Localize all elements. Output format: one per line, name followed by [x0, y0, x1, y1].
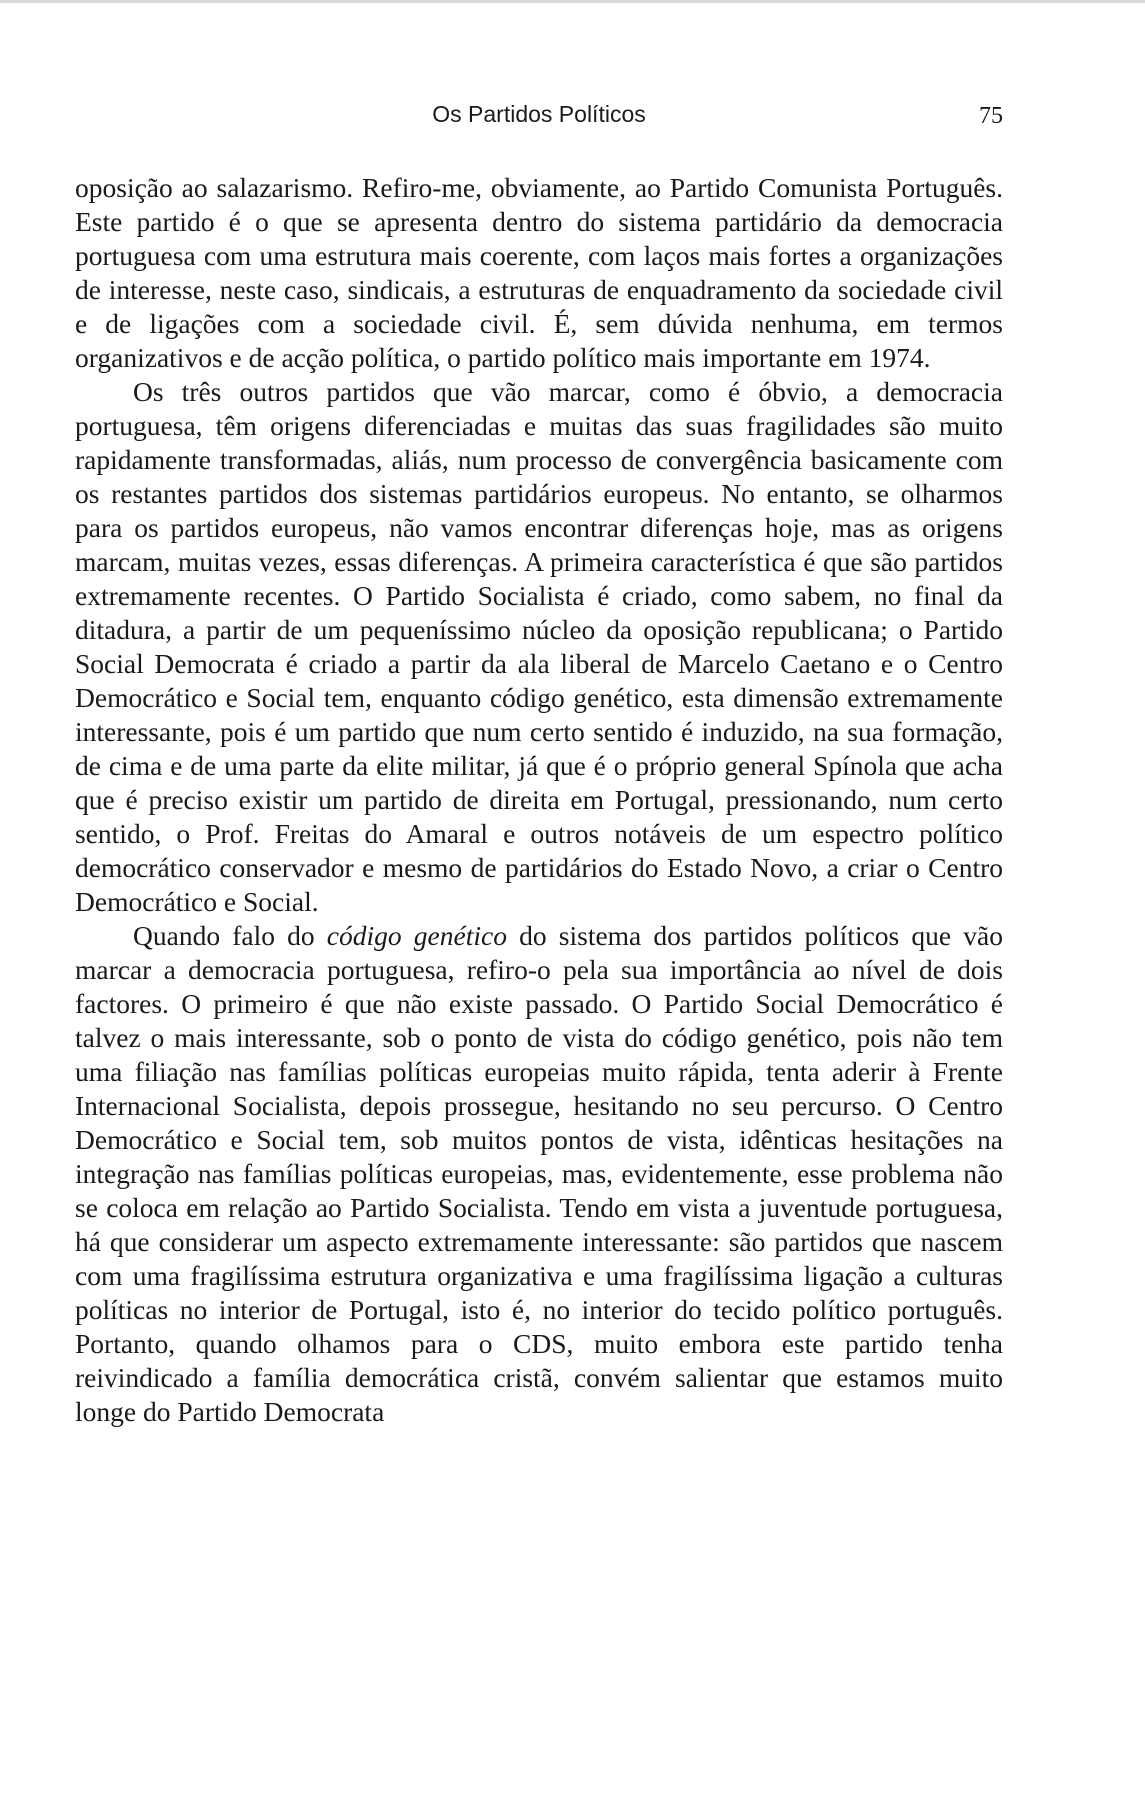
paragraph-3 — [75, 919, 1003, 1429]
page-top-edge — [0, 0, 1145, 3]
paragraph-3-lead: Quando falo do — [133, 920, 327, 951]
paragraph-2: Os três outros partidos que vão marcar, como é óbvio, a democracia portuguesa, têm origens diferenciadas e muitas das suas fragilidades são muito rapidamente transformadas, aliás, num processo de convergência basicamente com os restantes partidos dos sistemas partidários europeus. No entanto, se olharmos para os partidos europeus, não vamos encontrar diferenças hoje, mas as origens marcam, muitas vezes, essas diferenças. A primeira característica é que são partidos extremamente recentes. O Partido Socialista é criado, como sabem, no final da ditadura, a partir de um pequeníssimo núcleo da oposição republicana; o Partido Social Democrata é criado a partir da ala liberal de Marcelo Caetano e o Centro Democrático e Social tem, enquanto código genético, esta dimensão extremamente interessante, pois é um partido que num certo sentido é induzido, na sua formação, de cima e de uma parte da elite militar, já que é o próprio general Spínola que acha que é preciso existir um partido de direita em Portugal, pressionando, num certo sentido, o Prof. Freitas do Amaral e outros notáveis de um espectro político democrático conservador e mesmo de partidários do Estado Novo, a criar o Centro Democrático e Social. — [75, 376, 1003, 917]
paragraph-3-rest: do sistema dos partidos políticos que vão marcar a democracia portuguesa, refiro-o pela sua importância ao nível de dois factores. O primeiro é que não existe passado. O Partido Social Democrático é talvez o mais interessante, sob o ponto de vista do código genético, pois não tem uma filiação nas famílias políticas europeias muito rápida, tenta aderir à Frente Internacional Socialista, depois prossegue, hesitando no seu percurso. O Centro Democrático e Social tem, sob muitos pontos de vista, idênticas hesitações na integração nas famílias políticas europeias, mas, evidentemente, esse problema não se coloca em relação ao Partido Socialista. Tendo em vista a juventude portuguesa, há que considerar um aspecto extremamente interessante: são partidos que nascem com uma fragilíssima estrutura organizativa e uma fragilíssima ligação a culturas políticas no interior de Portugal, isto é, no interior do tecido político português. Portanto, quando olhamos para o CDS, muito embora este partido tenha reivindicado a família democrática cristã, convém salientar que estamos muito longe do Partido Democrata — [75, 920, 1003, 1427]
book-page — [75, 95, 1003, 1429]
paragraph-1: oposição ao salazarismo. Refiro-me, obviamente, ao Partido Comunista Português. Este partido é o que se apresenta dentro do sistema partidário da democracia portuguesa com uma estrutura mais coerente, com laços mais fortes a organizações de interesse, neste caso, sindicais, a estruturas de enquadramento da sociedade civil e de ligações com a sociedade civil. É, sem dúvida nenhuma, em termos organizativos e de acção política, o partido político mais importante em 1974. — [75, 172, 1003, 373]
running-title: Os Partidos Políticos — [432, 101, 646, 127]
body-text — [75, 171, 1003, 1429]
running-head — [75, 95, 1003, 135]
emphasis-codigo-genetico: código genético — [326, 920, 507, 951]
page-number: 75 — [979, 103, 1003, 129]
